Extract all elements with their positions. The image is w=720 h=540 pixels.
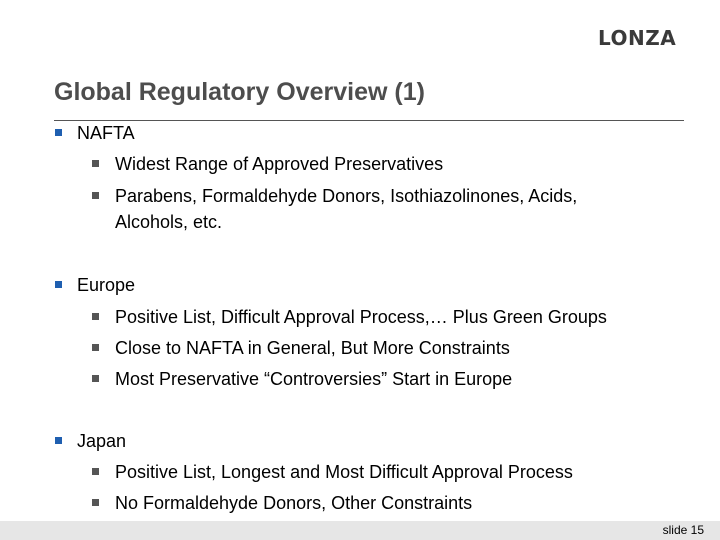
title-divider: [54, 120, 684, 121]
sub-bullet-text: Widest Range of Approved Preservatives: [115, 154, 444, 174]
square-bullet-icon: [55, 437, 62, 444]
sub-bullet-text: Positive List, Difficult Approval Process,… Plus Green Groups: [115, 307, 607, 327]
sub-bullet-text: Most Preservative “Controversies” Start in Europe: [115, 369, 513, 389]
sub-bullet: [115, 336, 510, 360]
company-logo: LONZA: [598, 26, 677, 50]
sub-bullet-text: No Formaldehyde Donors, Other Constraints: [115, 493, 473, 513]
bullet-japan: [77, 429, 126, 453]
square-bullet-icon: [92, 344, 99, 351]
section-heading: Japan: [77, 431, 127, 451]
square-bullet-icon: [55, 281, 62, 288]
sub-bullet: [115, 460, 573, 484]
sub-bullet: [115, 367, 512, 391]
square-bullet-icon: [92, 499, 99, 506]
sub-bullet-text: Parabens, Formaldehyde Donors, Isothiazolinones, Acids,: [115, 186, 578, 206]
square-bullet-icon: [55, 129, 62, 136]
section-heading: Europe: [77, 275, 136, 295]
square-bullet-icon: [92, 375, 99, 382]
square-bullet-icon: [92, 160, 99, 167]
sub-bullet-text: Alcohols, etc.: [115, 212, 223, 232]
sub-bullet: [115, 152, 443, 176]
sub-bullet-continuation: [115, 210, 222, 234]
sub-bullet-text: Positive List, Longest and Most Difficult Approval Process: [115, 462, 573, 482]
bullet-nafta: [77, 121, 135, 145]
sub-bullet: [115, 305, 607, 329]
square-bullet-icon: [92, 192, 99, 199]
sub-bullet: [115, 184, 577, 208]
sub-bullet-text: Close to NAFTA in General, But More Constraints: [115, 338, 510, 358]
slide-number: slide 15: [662, 523, 704, 537]
sub-bullet: [115, 491, 472, 515]
square-bullet-icon: [92, 313, 99, 320]
bullet-europe: [77, 273, 135, 297]
footer-bar: [0, 521, 720, 540]
slide-title: Global Regulatory Overview (1): [54, 78, 425, 106]
square-bullet-icon: [92, 468, 99, 475]
section-heading: NAFTA: [77, 123, 135, 143]
